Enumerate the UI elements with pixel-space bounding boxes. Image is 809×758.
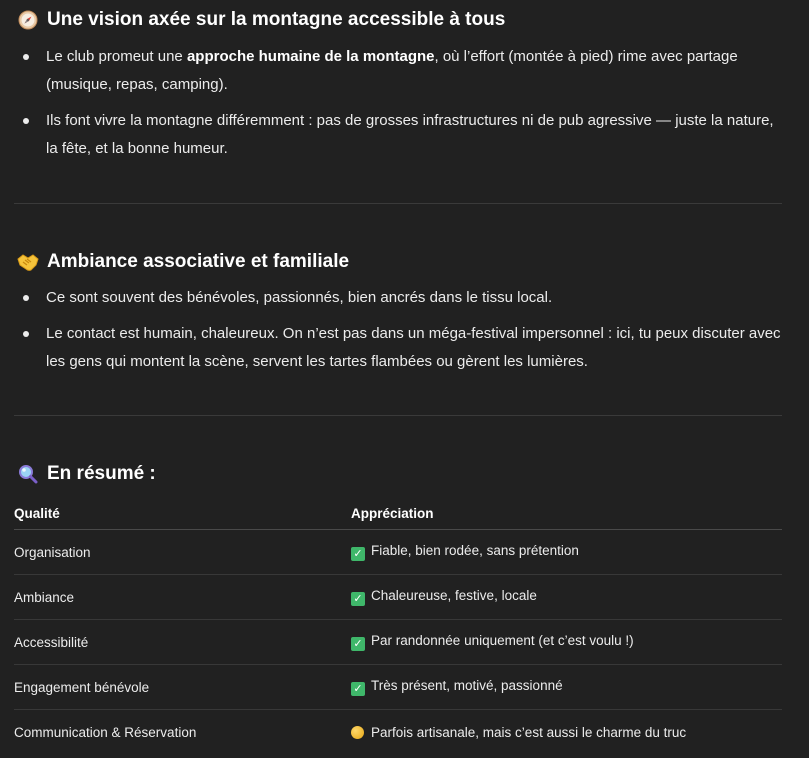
bullet-text: , où l’effort (montée à pied) rime avec partage (musique, repas, camping). <box>46 48 738 93</box>
quality-cell: Engagement bénévole <box>14 665 351 710</box>
appreciation-cell <box>351 710 782 755</box>
check-icon: ✓ <box>351 592 365 606</box>
section-vision <box>14 7 782 163</box>
list-item <box>14 284 782 312</box>
appreciation-text: Par randonnée uniquement (et c’est voulu !) <box>371 633 634 649</box>
check-icon: ✓ <box>351 637 365 651</box>
table-row <box>14 575 782 620</box>
yellow-circle-icon <box>351 726 364 739</box>
section-title: En résumé : <box>47 463 156 484</box>
appreciation-cell <box>351 530 782 575</box>
section-heading <box>14 7 782 33</box>
bullet-text: Le club promeut une <box>46 48 187 65</box>
section-summary <box>14 461 782 487</box>
check-icon: ✓ <box>351 682 365 696</box>
section-title: Ambiance associative et familiale <box>47 251 350 272</box>
magnifier-icon <box>17 463 39 485</box>
appreciation-text: Parfois artisanale, mais c’est aussi le charme du truc <box>371 724 687 740</box>
table-row <box>14 620 782 665</box>
bullet-bold-text: approche humaine de la montagne <box>186 48 435 65</box>
bullet-text: Le contact est humain, chaleureux. On n’est pas dans un méga-festival impersonnel : ici, tu peux discuter avec les gens qui montent la scène, servent les tartes flambées ou gèrent les lumières. <box>46 325 781 370</box>
section-heading <box>14 461 782 487</box>
section-heading <box>14 249 782 275</box>
list-item <box>14 320 782 376</box>
table-row <box>14 665 782 710</box>
bullet-list <box>14 43 782 163</box>
bullet-text: Ils font vivre la montagne différemment : pas de grosses infrastructures ni de pub agressive — juste la nature, la fête, et la bonne humeur. <box>46 112 774 157</box>
quality-cell: Communication & Réservation <box>14 724 197 740</box>
table-row <box>14 710 782 755</box>
appreciation-text: Très présent, motivé, passionné <box>371 678 563 694</box>
bullet-text: Ce sont souvent des bénévoles, passionnés, bien ancrés dans le tissu local. <box>46 289 553 306</box>
table-header-row <box>14 498 782 530</box>
appreciation-text: Fiable, bien rodée, sans prétention <box>371 543 579 559</box>
list-item <box>14 43 782 99</box>
summary-table <box>14 498 782 754</box>
bullet-list <box>14 284 782 376</box>
section-ambiance <box>14 249 782 376</box>
column-header-appreciation: Appréciation <box>351 498 782 530</box>
handshake-icon <box>17 251 39 273</box>
check-icon: ✓ <box>351 547 365 561</box>
appreciation-text: Chaleureuse, festive, locale <box>371 588 537 604</box>
appreciation-cell <box>351 575 782 620</box>
compass-icon <box>17 9 39 31</box>
column-header-quality: Qualité <box>14 498 351 530</box>
divider <box>14 203 782 204</box>
list-item <box>14 107 782 163</box>
quality-cell: Organisation <box>14 530 351 575</box>
appreciation-cell <box>351 620 782 665</box>
appreciation-cell <box>351 665 782 710</box>
section-title: Une vision axée sur la montagne accessible à tous <box>47 9 506 30</box>
quality-cell: Ambiance <box>14 575 351 620</box>
table-row <box>14 530 782 575</box>
divider <box>14 415 782 416</box>
quality-cell: Accessibilité <box>14 620 351 665</box>
